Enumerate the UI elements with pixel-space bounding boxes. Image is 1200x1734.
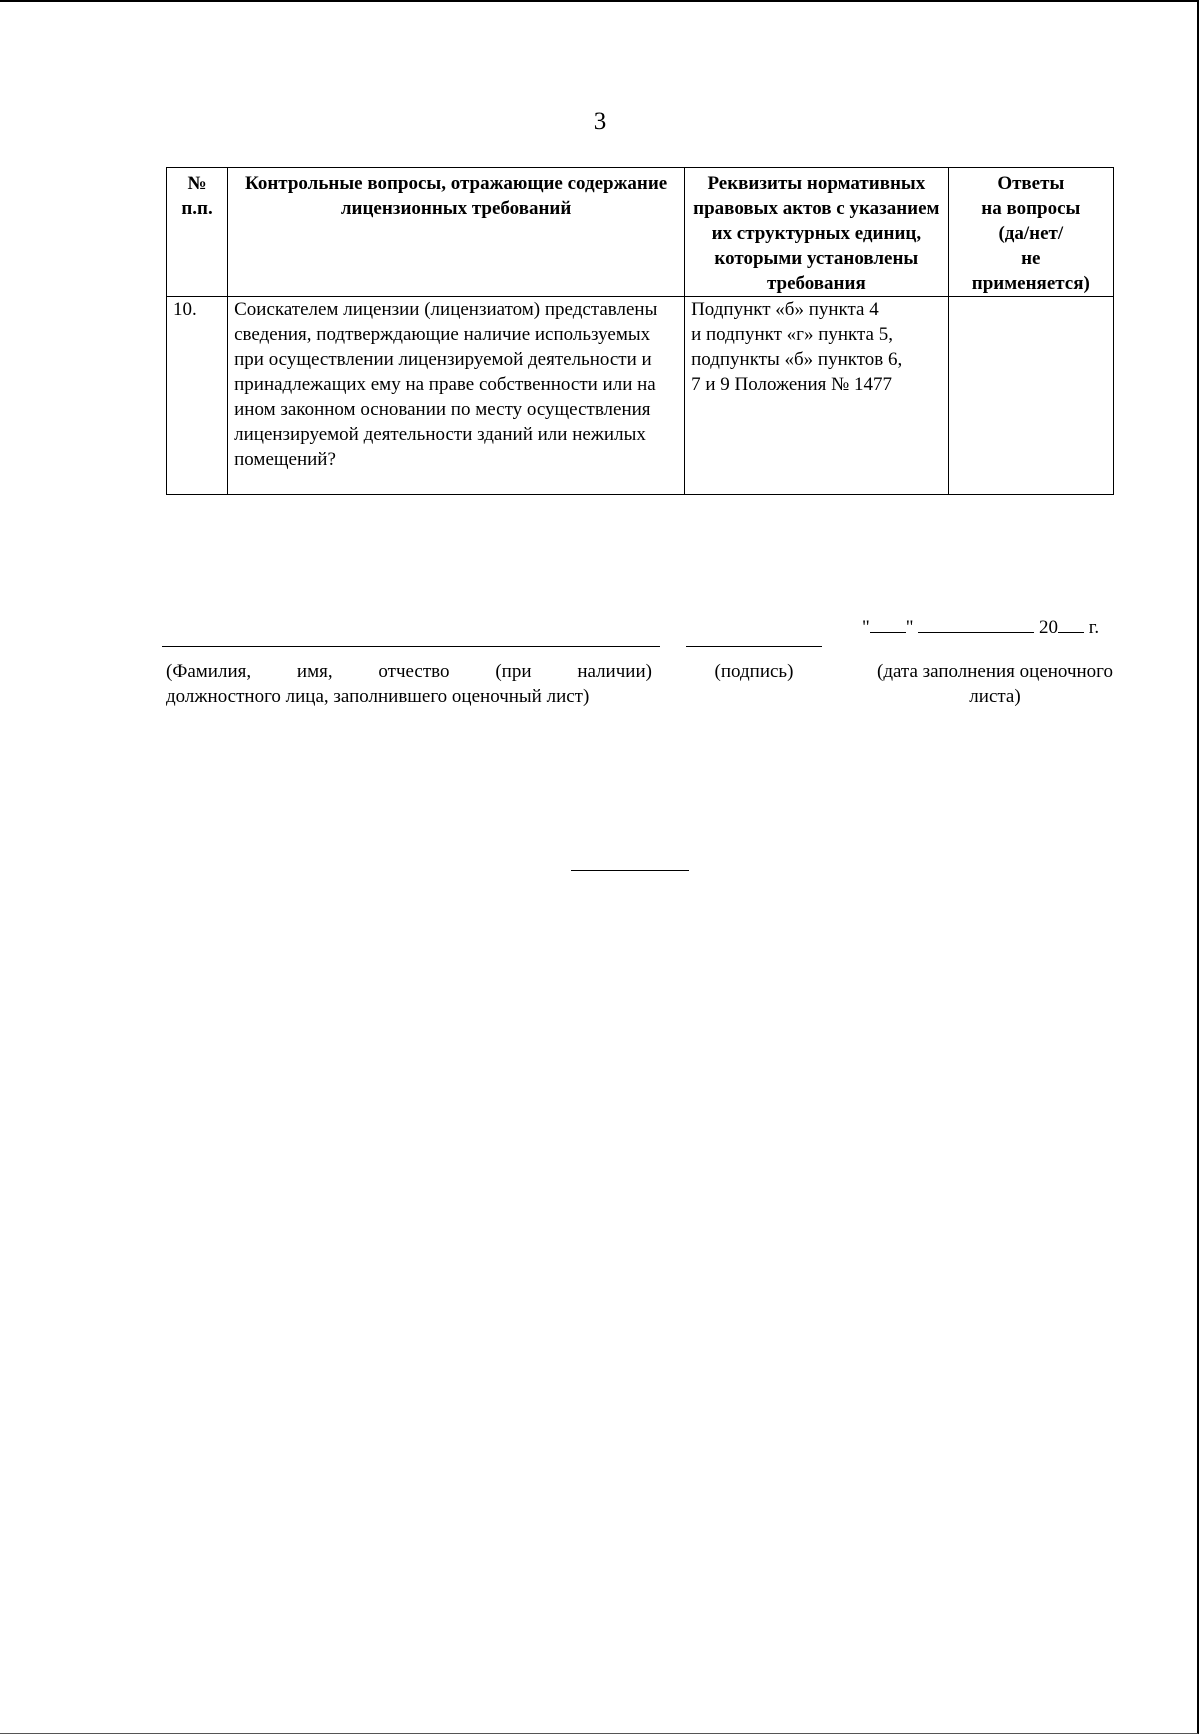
- header-legal-refs: Реквизиты нормативных правовых актов с указанием их структурных единиц, которыми установлены требования: [685, 168, 949, 297]
- day-blank[interactable]: [870, 612, 906, 633]
- caption-word: наличии): [577, 661, 652, 682]
- checklist-table: [166, 167, 1114, 495]
- date-open-quote: ": [862, 617, 870, 638]
- date-field: [862, 612, 1099, 639]
- document-end-line: [571, 870, 689, 871]
- caption-full-name-line2: должностного лица, заполнившего оценочный лист): [166, 686, 590, 707]
- caption-fill-date: (дата заполнения оценочного листа): [877, 661, 1113, 707]
- year-blank[interactable]: [1058, 612, 1084, 633]
- row-question: Соискателем лицензии (лицензиатом) представлены сведения, подтверждающие наличие используемых при осуществлении лицензируемой деятельности и принадлежащих ему на праве собственности или на ином законном основании по месту осуществления лицензируемой деятельности зданий или нежилых помещений?: [228, 297, 685, 495]
- header-answers: Ответы на вопросы (да/нет/ не применяется): [948, 168, 1113, 297]
- caption-word: (Фамилия,: [166, 661, 252, 682]
- name-signature-line[interactable]: [162, 646, 660, 647]
- row-legal-refs: Подпункт «б» пункта 4 и подпункт «г» пункта 5, подпункты «б» пунктов 6, 7 и 9 Положения № 1477: [685, 297, 949, 495]
- table-header-row: [167, 168, 1114, 297]
- caption-word: отчество: [378, 661, 450, 682]
- signature-line[interactable]: [686, 646, 822, 647]
- caption-full-name: [166, 659, 652, 709]
- year-prefix: 20: [1039, 617, 1059, 638]
- year-suffix: г.: [1088, 617, 1100, 638]
- row-number: 10.: [167, 297, 228, 495]
- date-close-quote: ": [905, 617, 914, 638]
- table-row: [167, 297, 1114, 495]
- caption-signature: (подпись): [714, 661, 794, 682]
- caption-word: имя,: [296, 661, 333, 682]
- header-questions: Контрольные вопросы, отражающие содержание лицензионных требований: [228, 168, 685, 297]
- month-blank[interactable]: [918, 612, 1034, 633]
- header-number: № п.п.: [167, 168, 228, 297]
- caption-word: (при: [495, 661, 532, 682]
- caption-full-name-line1: [166, 659, 652, 684]
- row-answer-cell[interactable]: [948, 297, 1113, 495]
- page-number: 3: [593, 108, 607, 135]
